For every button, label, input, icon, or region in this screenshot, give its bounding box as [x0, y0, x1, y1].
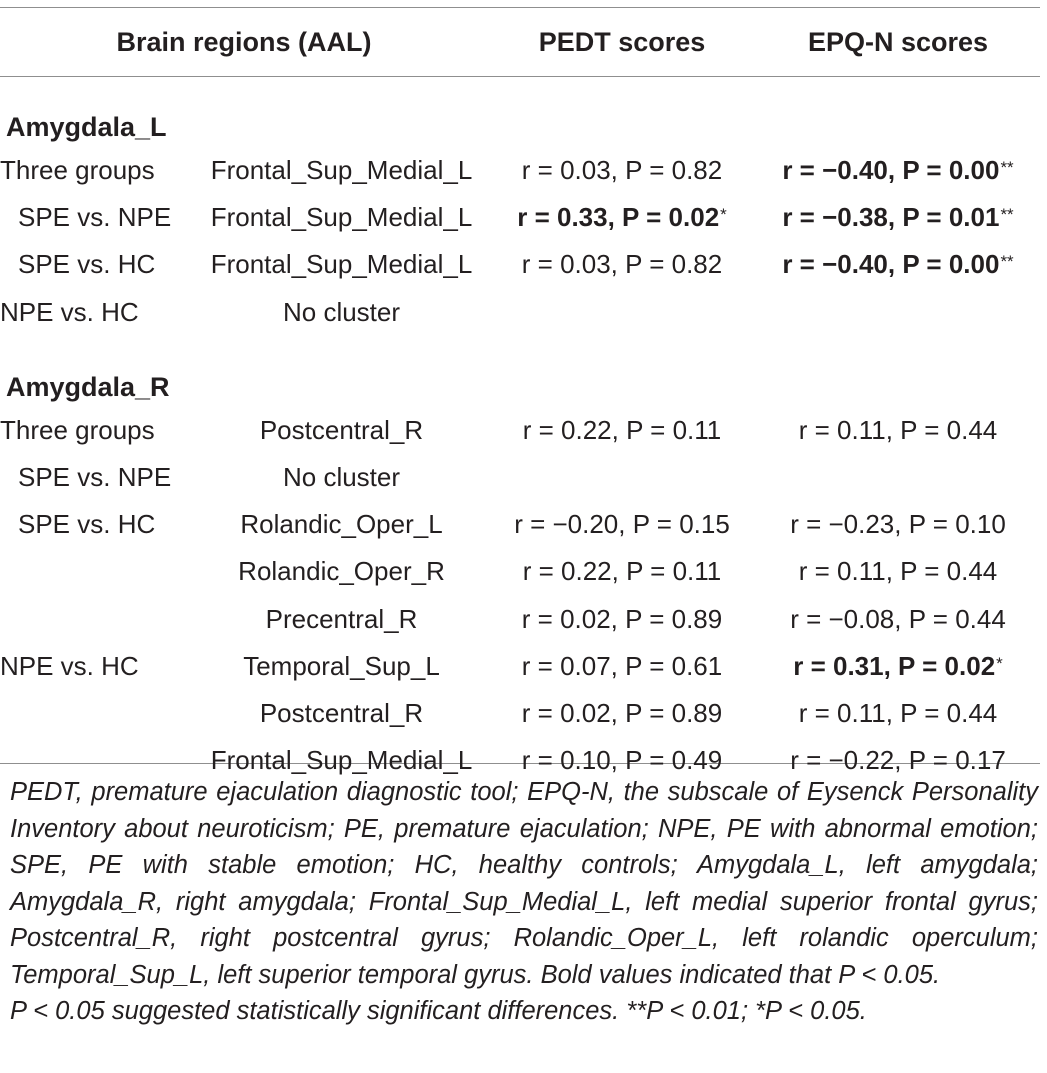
footnote-abbreviations: PEDT, premature ejaculation diagnostic tool; EPQ-N, the subscale of Eysenck Personality Inventory about neuroticism; PE, premature ejaculation; NPE, PE with abnormal emotion; SPE, PE with stable emotion; HC, healthy controls; Amygdala_L, left amygdala; Amygdala_R, right amygdala; Frontal_Sup_Medial_L, left medial superior frontal gyrus; Postcentral_R, right postcentral gyrus; Rolandic_Oper_L, left rolandic operculum; Temporal_Sup_L, left superior temporal gyrus. Bold values indicated that P < 0.05. — [10, 778, 1038, 989]
pedt-cell-value: r = 0.33, P = 0.02 — [517, 202, 720, 233]
epq-n-cell-value: r = 0.11, P = 0.44 — [798, 556, 998, 587]
pedt-cell-value: r = 0.03, P = 0.82 — [521, 155, 723, 186]
pedt-cell-value: r = 0.22, P = 0.11 — [522, 556, 722, 587]
column-header-epq-n: EPQ-N scores — [807, 26, 989, 57]
region-cell: Postcentral_R — [259, 414, 424, 445]
group-header-row — [0, 336, 1040, 407]
significance-marker: ** — [1000, 252, 1014, 272]
epq-n-cell — [756, 147, 1040, 194]
table-row — [0, 289, 1040, 336]
table-row — [0, 501, 1040, 548]
epq-n-cell — [756, 289, 1040, 336]
comparison-cell: Three groups — [0, 155, 155, 186]
region-cell: No cluster — [282, 296, 401, 327]
region-cell: Precentral_R — [265, 603, 418, 634]
table-row — [0, 454, 1040, 501]
region-cell: Rolandic_Oper_R — [238, 556, 445, 587]
pedt-cell-value: r = 0.07, P = 0.61 — [521, 650, 723, 681]
pedt-cell — [488, 690, 756, 737]
epq-n-cell — [756, 407, 1040, 454]
pedt-cell — [488, 407, 756, 454]
comparison-cell: SPE vs. HC — [18, 509, 156, 540]
comparison-cell — [0, 690, 195, 737]
table-row — [0, 194, 1040, 241]
region-cell: Rolandic_Oper_L — [240, 509, 443, 540]
epq-n-cell-value: r = −0.38, P = 0.01 — [782, 202, 1000, 233]
pedt-cell-value: r = −0.20, P = 0.15 — [514, 509, 730, 540]
pedt-cell-value: r = 0.03, P = 0.82 — [521, 249, 723, 280]
pedt-cell — [488, 241, 756, 288]
column-header-pedt: PEDT scores — [538, 26, 706, 57]
epq-n-cell-value: r = −0.40, P = 0.00 — [782, 249, 1000, 280]
comparison-cell: SPE vs. NPE — [18, 462, 172, 493]
pedt-cell — [488, 596, 756, 643]
epq-n-cell-value: r = 0.31, P = 0.02 — [793, 650, 996, 681]
region-cell: Temporal_Sup_L — [243, 650, 440, 681]
epq-n-cell — [756, 548, 1040, 595]
region-cell: Frontal_Sup_Medial_L — [210, 202, 473, 233]
region-cell: Frontal_Sup_Medial_L — [210, 249, 473, 280]
table-row — [0, 407, 1040, 454]
region-cell: Frontal_Sup_Medial_L — [210, 745, 473, 776]
significance-marker: * — [996, 653, 1003, 673]
epq-n-cell — [756, 690, 1040, 737]
pedt-cell — [488, 289, 756, 336]
epq-n-cell-value: r = −0.23, P = 0.10 — [790, 509, 1006, 540]
epq-n-cell — [756, 643, 1040, 690]
epq-n-cell — [756, 501, 1040, 548]
column-header-brain-regions: Brain regions (AAL) — [116, 26, 372, 57]
region-cell: Postcentral_R — [259, 697, 424, 728]
pedt-cell-value: r = 0.22, P = 0.11 — [522, 414, 722, 445]
table-row — [0, 548, 1040, 595]
comparison-cell: Three groups — [0, 414, 155, 445]
comparison-cell — [0, 548, 195, 595]
epq-n-cell — [756, 241, 1040, 288]
table-footnotes — [10, 774, 1038, 1030]
table-row — [0, 241, 1040, 288]
epq-n-cell — [756, 454, 1040, 501]
table-row — [0, 596, 1040, 643]
epq-n-cell-value: r = 0.11, P = 0.44 — [798, 697, 998, 728]
comparison-cell: SPE vs. NPE — [18, 202, 172, 233]
significance-marker: * — [720, 205, 727, 225]
table-row — [0, 643, 1040, 690]
comparison-cell: NPE vs. HC — [0, 650, 139, 681]
pedt-cell — [488, 548, 756, 595]
pedt-cell — [488, 501, 756, 548]
pedt-cell-value: r = 0.02, P = 0.89 — [521, 697, 723, 728]
table-body — [0, 76, 1040, 784]
pedt-cell — [488, 147, 756, 194]
group-header-row — [0, 76, 1040, 147]
epq-n-cell — [756, 596, 1040, 643]
table-row — [0, 690, 1040, 737]
group-title: Amygdala_L — [6, 112, 167, 142]
significance-marker: ** — [1000, 205, 1014, 225]
epq-n-cell-value: r = −0.40, P = 0.00 — [782, 155, 1000, 186]
pedt-cell — [488, 643, 756, 690]
region-cell: Frontal_Sup_Medial_L — [210, 155, 473, 186]
epq-n-cell — [756, 194, 1040, 241]
pedt-cell — [488, 194, 756, 241]
pedt-cell-value: r = 0.10, P = 0.49 — [521, 745, 723, 776]
comparison-cell: NPE vs. HC — [0, 296, 139, 327]
table-header-row — [0, 8, 1040, 76]
table-row — [0, 147, 1040, 194]
pedt-cell — [488, 454, 756, 501]
epq-n-cell-value: r = −0.22, P = 0.17 — [790, 745, 1006, 776]
region-cell: No cluster — [282, 462, 401, 493]
epq-n-cell-value: r = −0.08, P = 0.44 — [790, 603, 1006, 634]
significance-marker: ** — [1000, 158, 1014, 178]
footnote-significance: P < 0.05 suggested statistically significant differences. **P < 0.01; *P < 0.05. — [10, 997, 867, 1025]
epq-n-cell-value: r = 0.11, P = 0.44 — [798, 414, 998, 445]
group-title: Amygdala_R — [6, 371, 170, 402]
correlation-table — [0, 8, 1040, 784]
comparison-cell: SPE vs. HC — [18, 249, 156, 280]
comparison-cell — [0, 596, 195, 643]
pedt-cell-value: r = 0.02, P = 0.89 — [521, 603, 723, 634]
